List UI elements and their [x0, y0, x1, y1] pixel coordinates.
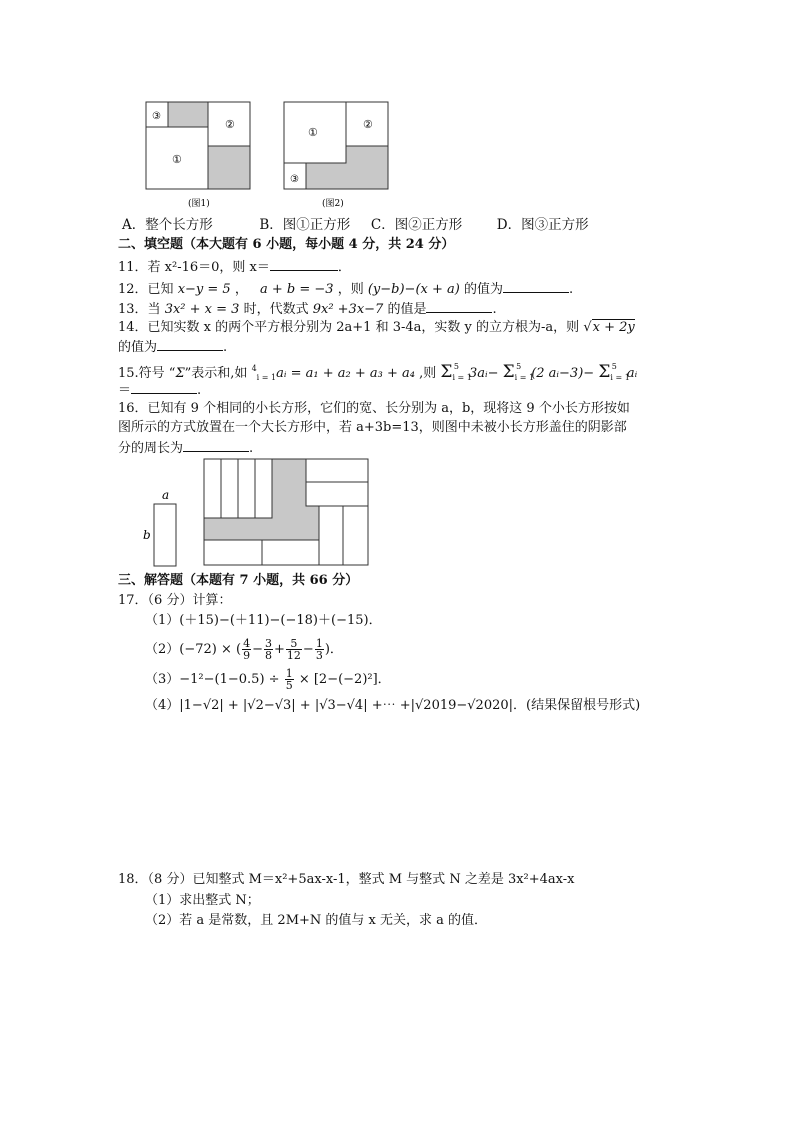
fig2-region-1: ① [308, 126, 318, 139]
question-16-line3: 分的周长为 . [118, 441, 254, 456]
fig1-region-2: ② [225, 118, 235, 131]
q17-frac-5-12: $\frac{5}{12}$ [286, 637, 301, 662]
fig1-shaded-top [168, 102, 208, 127]
q12-suffix: 的值为 [463, 282, 503, 297]
q16-line1: 16．已知有 9 个相同的小长方形，它们的宽、长分别为 a，b，现将这 9 个小长方形按如 [118, 401, 630, 416]
q17-p3-suffix: × [2−(−2)²]． [298, 672, 391, 687]
q16-answer-blank[interactable] [183, 439, 249, 452]
fig1-region-1: ① [172, 153, 182, 166]
q15-equals: ＝ [118, 383, 132, 398]
q17-frac-1-3: $\frac{1}{3}$ [315, 637, 323, 662]
q16-label-b: b [143, 528, 151, 542]
q17-title: 17．（6 分）计算： [118, 593, 232, 608]
q15-expr2: (2 aᵢ−3)− [531, 366, 595, 381]
q18-part-1: （1）求出整式 N； [145, 893, 260, 908]
question-14 [118, 320, 635, 336]
q13-cond: 3x² + x = 3 [164, 302, 240, 317]
q13-suffix: 的值是 [387, 302, 427, 317]
q12-eq2: a + b = −3 [259, 282, 334, 297]
fig2-region-3: ③ [290, 174, 299, 185]
q15-expr3: aᵢ [626, 366, 638, 381]
fig1-region-3: ③ [152, 111, 161, 122]
q17-p3-prefix: （3）−1²−(1−0.5) ÷ [145, 672, 280, 687]
q15-prefix: 15.符号 “ [118, 366, 176, 381]
q17-part-3 [145, 668, 391, 691]
q13-mid: 时，代数式 [243, 302, 309, 317]
fig1-caption: (图1) [188, 199, 210, 209]
q17-part-1: （1）(＋15)−(＋11)−(−18)＋(−15)． [145, 613, 382, 628]
figure-2 [278, 98, 398, 210]
q14-answer-blank[interactable] [157, 338, 223, 351]
option-c[interactable]: C．图②正方形 [370, 217, 463, 233]
q15-expr: 3aᵢ− [468, 366, 499, 381]
q12-sep: ， [234, 282, 248, 297]
q17-frac-1-5: $\frac{1}{5}$ [285, 667, 293, 692]
q18-title: 18．（8 分）已知整式 M＝x²+5ax-x-1，整式 M 与整式 N 之差是 3x²+4ax-x [118, 872, 575, 887]
q13-answer-blank[interactable] [426, 300, 492, 313]
q16-big-rectangle [202, 456, 370, 568]
question-12: 12．已知 x−y = 5 ， a + b = −3 ，则 (y−b)−(x + a) 的值为 . [118, 282, 574, 297]
q16-label-a: a [162, 488, 170, 502]
q12-mid: ，则 [337, 282, 364, 297]
question-15-line2: ＝ . [118, 383, 202, 398]
q14-root-radicand: x + 2y [592, 320, 635, 335]
q18-part-2: （2）若 a 是常数，且 2M+N 的值与 x 无关，求 a 的值． [145, 913, 488, 928]
q12-eq1: x−y = 5 [177, 282, 231, 297]
question-11 [118, 258, 351, 276]
q17-part-2: （2）(−72) × ( $\frac{4}{9}$ − $\frac{3}{8}$ + $\frac{5}{12}$ − $\frac{1}{3}$ )． [145, 637, 343, 662]
fig1-shaded-right [208, 146, 250, 189]
q17-p2-prefix: （2）(−72) × ( [145, 642, 242, 657]
q15-then: ,则 [419, 366, 437, 381]
q10-options [122, 217, 589, 233]
option-b[interactable]: B．图①正方形 [259, 217, 351, 233]
q11-text: 11．若 x²-16＝0，则 x＝ [118, 260, 270, 275]
q14-line2: 的值为 [118, 340, 158, 355]
section-2-heading: 二、填空题（本大题有 6 小题，每小题 4 分，共 24 分） [118, 237, 455, 252]
q15-answer-blank[interactable] [131, 381, 197, 394]
q15-sigma: Σ [175, 366, 185, 381]
question-15: 15.符号 “Σ”表示和,如 $^4_{i = 1}$aᵢ = a₁ + a₂ + a₃ + a₄ ,则 $\Sigma_{i = 1}^5$ 3aᵢ− $\Sigma_{i = 1}^5$ (2 aᵢ−3)− $\Sigma_{i = 1}^5$ aᵢ [118, 362, 638, 382]
q16-small-rectangle [140, 486, 190, 570]
q13-expr: 9x² +3x−7 [312, 302, 384, 317]
q17-frac-4-9: $\frac{4}{9}$ [243, 637, 251, 662]
q15-mid: ”表示和,如 [184, 366, 248, 381]
q11-answer-blank[interactable] [270, 258, 338, 271]
q17-part-4: （4）|1−√2| + |√2−√3| + |√3−√4| +⋯ +|√2019−√2020|．(结果保留根号形式) [145, 698, 641, 713]
q12-expr: (y−b)−(x + a) [367, 282, 460, 297]
fig2-region-2: ② [363, 118, 373, 131]
option-d[interactable]: D．图③正方形 [496, 217, 589, 233]
q17-frac-3-8: $\frac{3}{8}$ [265, 637, 272, 662]
fig2-caption: (图2) [322, 199, 344, 209]
q16-line3: 分的周长为 [118, 441, 184, 456]
q12-prefix: 12．已知 [118, 282, 174, 297]
q11-suffix: ． [337, 260, 351, 275]
q13-prefix: 13．当 [118, 302, 161, 317]
question-13: 13．当 3x² + x = 3 时，代数式 9x² +3x−7 的值是 . [118, 302, 497, 317]
q14-line1: 14．已知实数 x 的两个平方根分别为 2a+1 和 3-4a，实数 y 的立方根为-a，则 [118, 320, 580, 335]
q12-answer-blank[interactable] [503, 280, 569, 293]
option-a[interactable]: A．整个长方形 [122, 217, 213, 233]
question-14-line2: 的值为 . [118, 340, 228, 355]
q15-example: a₁ + a₂ + a₃ + a₄ [305, 366, 415, 381]
q16-line2: 图所示的方式放置在一个大长方形中，若 a+3b=13，则图中未被小长方形盖住的阴影部 [118, 420, 627, 435]
section-3-heading: 三、解答题（本题有 7 小题，共 66 分） [118, 573, 359, 588]
q14-root: √x + 2y [583, 320, 635, 335]
figure-1 [140, 98, 260, 210]
